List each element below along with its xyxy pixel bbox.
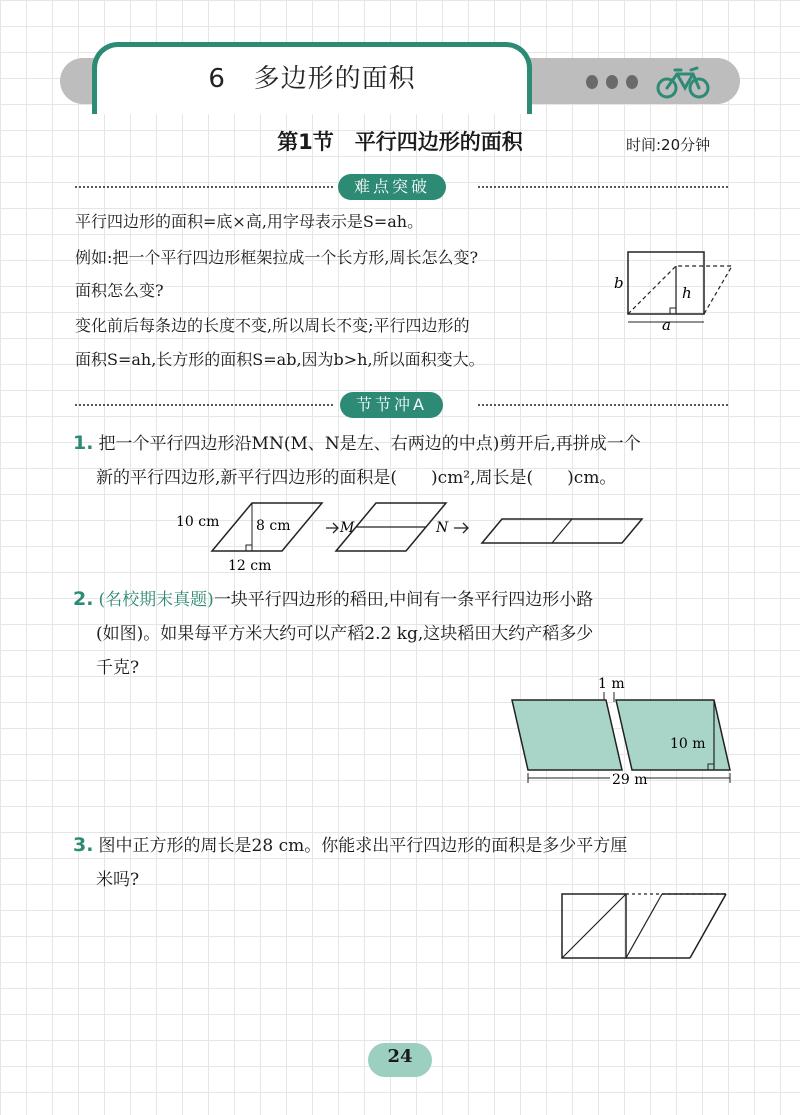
chapter-number: 6	[208, 64, 226, 94]
question-text: 千克?	[96, 658, 140, 678]
side-label: 10 cm	[176, 514, 220, 530]
cut-parallelogram-figure	[170, 498, 650, 576]
question-2	[73, 584, 593, 616]
question-number: 1.	[73, 432, 94, 454]
label-n: N	[436, 520, 449, 536]
base-label: 29 m	[612, 772, 648, 788]
square-parallelogram-figure	[556, 888, 736, 962]
divider	[478, 186, 728, 188]
parallelogram-rectangle-figure	[610, 246, 740, 332]
bicycle-icon	[655, 64, 711, 100]
question-number: 3.	[73, 834, 94, 856]
question-3	[73, 830, 627, 862]
key-point-line: 平行四边形的面积=底×高,用字母表示是S=ah。	[75, 212, 424, 231]
section-title: 第1节 平行四边形的面积	[277, 130, 523, 154]
rice-field-figure	[500, 672, 740, 800]
question-tag: (名校期末真题)	[98, 590, 214, 610]
question-text: (如图)。如果每平方米大约可以产稻2.2 kg,这块稻田大约产稻多少	[96, 624, 594, 644]
label-m: M	[340, 520, 355, 536]
key-point-line: 面积S=ah,长方形的面积S=ab,因为b>h,所以面积变大。	[75, 350, 485, 369]
path-width-label: 1 m	[598, 676, 625, 692]
question-text: 把一个平行四边形沿MN(M、N是左、右两边的中点)剪开后,再拼成一个	[98, 434, 641, 454]
arrow-right-icon	[454, 523, 468, 533]
label-b: b	[614, 274, 624, 292]
divider	[75, 404, 333, 406]
height-label: 10 m	[670, 736, 706, 752]
question-text: 图中正方形的周长是28 cm。你能求出平行四边形的面积是多少平方厘	[98, 836, 628, 856]
question-number: 2.	[73, 588, 94, 610]
label-h: h	[682, 284, 692, 302]
key-point-line: 变化前后每条边的长度不变,所以周长不变;平行四边形的	[75, 316, 470, 335]
page-number: 24	[387, 1046, 413, 1067]
header-dot-icon	[626, 75, 638, 89]
key-point-line: 例如:把一个平行四边形框架拉成一个长方形,周长怎么变?	[75, 248, 479, 267]
divider	[478, 404, 728, 406]
time-label: 时间:20分钟	[626, 136, 711, 154]
chapter-name: 多边形的面积	[253, 64, 416, 94]
divider	[75, 186, 333, 188]
question-1	[73, 428, 641, 460]
chapter-title	[100, 58, 524, 95]
header-dot-icon	[606, 75, 618, 89]
height-label: 8 cm	[256, 518, 291, 534]
question-text: 一块平行四边形的稻田,中间有一条平行四边形小路	[213, 590, 594, 610]
arrow-right-icon	[326, 523, 338, 533]
header-dot-icon	[586, 75, 598, 89]
question-text: 新的平行四边形,新平行四边形的面积是( )cm²,周长是( )cm。	[96, 468, 617, 488]
question-text: 米吗?	[96, 870, 140, 890]
label-a: a	[662, 316, 671, 332]
key-point-line: 面积怎么变?	[75, 281, 164, 300]
base-label: 12 cm	[228, 558, 272, 574]
practice-badge: 节节冲A	[340, 392, 443, 418]
key-points-badge: 难点突破	[338, 174, 446, 200]
